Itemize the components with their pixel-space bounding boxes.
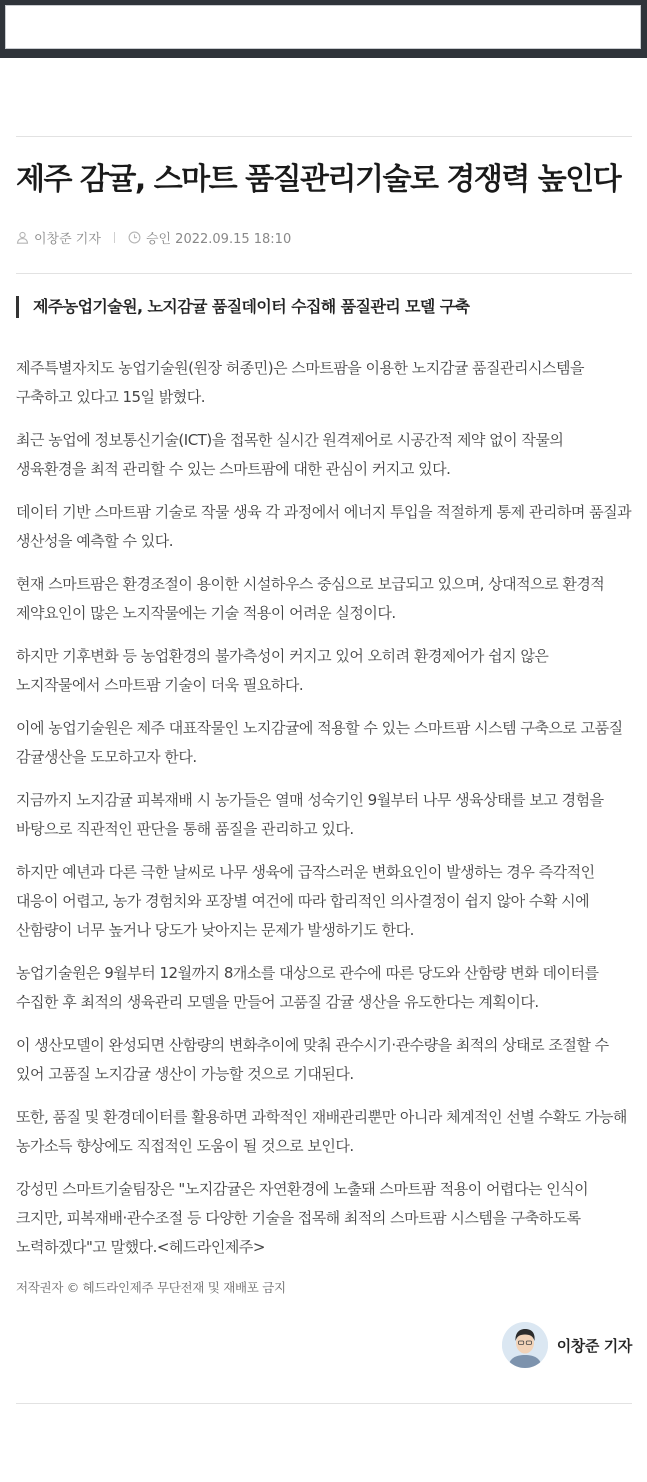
meta-divider xyxy=(114,232,115,243)
footer-divider xyxy=(16,1403,632,1404)
body-paragraph: 최근 농업에 정보통신기술(ICT)을 접목한 실시간 원격제어로 시공간적 제약 없이 작물의 생육환경을 최적 관리할 수 있는 스마트팜에 대한 관심이 커지고 있다. xyxy=(16,431,564,478)
reporter-name[interactable]: 이창준 기자 xyxy=(556,1336,632,1355)
article-body xyxy=(16,354,632,1262)
body-paragraph: 이 생산모델이 완성되면 산함량의 변화추이에 맞춰 관수시기·관수량을 최적의 상태로 조절할 수 있어 고품질 노지감귤 생산이 가능할 것으로 기대된다. xyxy=(16,1036,609,1083)
article-title: 제주 감귤, 스마트 품질관리기술로 경쟁력 높인다 xyxy=(16,162,621,197)
article-meta xyxy=(16,227,632,247)
person-icon xyxy=(16,231,29,244)
body-paragraph: 농업기술원은 9월부터 12월까지 8개소를 대상으로 관수에 따른 당도와 산함량 변화 데이터를 수집한 후 최적의 생육관리 모델을 만들어 고품질 감귤 생산을 유도한다는 계획이다. xyxy=(16,964,599,1011)
body-paragraph: 현재 스마트팜은 환경조절이 용이한 시설하우스 중심으로 보급되고 있으며, 상대적으로 환경적 제약요인이 많은 노지작물에는 기술 적용이 어려운 실정이다. xyxy=(16,575,605,622)
clock-icon xyxy=(128,231,141,244)
approved-date: 승인 2022.09.15 18:10 xyxy=(145,231,292,247)
avatar-portrait-icon xyxy=(502,1322,548,1368)
body-paragraph: 하지만 기후변화 등 농업환경의 불가측성이 커지고 있어 오히려 환경제어가 쉽지 않은 노지작물에서 스마트팜 기술이 더욱 필요하다. xyxy=(16,647,549,694)
reporter-byline[interactable] xyxy=(502,1322,632,1368)
header-divider xyxy=(16,136,632,137)
body-paragraph: 지금까지 노지감귤 피복재배 시 농가들은 열매 성숙기인 9월부터 나무 생육상태를 보고 경험을 바탕으로 직관적인 판단을 통해 품질을 관리하고 있다. xyxy=(16,791,604,838)
body-paragraph: 하지만 예년과 다른 극한 날씨로 나무 생육에 급작스러운 변화요인이 발생하는 경우 즉각적인 대응이 어렵고, 농가 경험치와 포장별 여건에 따라 합리적인 의사결정이 쉽지 않아 수확 시에 산함량이 너무 높거나 당도가 낮아지는 문제가 발생하기도 한다. xyxy=(16,863,595,939)
body-paragraph: 제주특별자치도 농업기술원(원장 허종민)은 스마트팜을 이용한 노지감귤 품질관리시스템을 구축하고 있다고 15일 밝혔다. xyxy=(16,359,584,406)
body-paragraph: 또한, 품질 및 환경데이터를 활용하면 과학적인 재배관리뿐만 아니라 체계적인 선별 수확도 가능해 농가소득 향상에도 직접적인 도움이 될 것으로 보인다. xyxy=(16,1108,627,1155)
body-paragraph: 데이터 기반 스마트팜 기술로 작물 생육 각 과정에서 에너지 투입을 적절하게 통제 관리하며 품질과 생산성을 예측할 수 있다. xyxy=(16,503,632,550)
article xyxy=(16,136,632,1262)
body-paragraph: 강성민 스마트기술팀장은 "노지감귤은 자연환경에 노출돼 스마트팜 적용이 어렵다는 인식이 크지만, 피복재배·관수조절 등 다양한 기술을 접목해 최적의 스마트팜 시스템을 구축하도록 노력하겠다"고 말했다.<헤드라인제주> xyxy=(16,1180,589,1256)
top-bar xyxy=(0,0,647,58)
date-meta xyxy=(128,228,291,247)
article-subtitle: 제주농업기술원, 노지감귤 품질데이터 수집해 품질관리 모델 구축 xyxy=(16,296,632,318)
reporter-avatar[interactable] xyxy=(502,1322,548,1368)
body-paragraph: 이에 농업기술원은 제주 대표작물인 노지감귤에 적용할 수 있는 스마트팜 시스템 구축으로 고품질 감귤생산을 도모하고자 한다. xyxy=(16,719,623,766)
author-meta xyxy=(16,228,101,247)
author-name[interactable]: 이창준 기자 xyxy=(34,231,101,247)
meta-divider-line xyxy=(16,273,632,274)
copyright-notice: 저작권자 © 헤드라인제주 무단전재 및 재배포 금지 xyxy=(16,1280,286,1295)
search-box[interactable] xyxy=(5,5,641,49)
